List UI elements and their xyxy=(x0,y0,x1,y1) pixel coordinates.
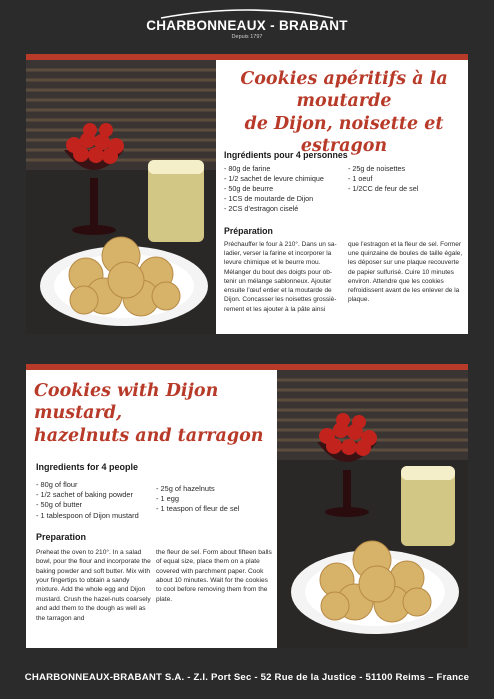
ingredient-item: - 50g de beurre xyxy=(224,183,274,193)
ingredients-heading-fr: Ingrédients pour 4 personnes xyxy=(224,150,348,160)
ingredient-item: - 1 oeuf xyxy=(348,173,373,183)
preparation-text-fr-col1: Préchauffer le four à 210°. Dans un sa-ladier, verser la farine et incorporer la levure chimique et le beurre mou. Mélanger du bout des doigts pour ob-tenir un mélange sablonneux. Ajouter ensuite l’œuf entier et la moutarde de Dijon. Concasser les noisettes grossiè-rement et les ajouter à la pâte ainsi xyxy=(224,241,337,313)
recipe-title-fr-line1: Cookies apéritifs à la moutarde xyxy=(240,69,448,112)
header xyxy=(0,0,494,50)
ingredients-list-en-col1 xyxy=(36,480,156,521)
recipe-title-en-line2: hazelnuts and tarragon xyxy=(34,425,264,446)
recipe-photo-fr xyxy=(26,60,216,334)
ingredient-item: - 1 teaspon of fleur de sel xyxy=(156,504,240,514)
cookies-photo-illustration xyxy=(26,60,216,334)
brand-since: Depuis 1797 xyxy=(231,34,263,40)
recipe-title-en xyxy=(34,380,272,447)
ingredient-item: - 1 egg xyxy=(156,494,180,504)
recipe-card-en xyxy=(26,364,468,648)
cookies-photo-illustration xyxy=(277,370,468,648)
ingredients-list-fr-col2 xyxy=(348,164,460,194)
ingredient-item: - 1/2 sachet de levure chimique xyxy=(224,173,324,183)
ingredient-item: - 80g de farine xyxy=(224,164,271,173)
ingredient-item: - 2CS d’estragon ciselé xyxy=(224,203,299,213)
company-address: CHARBONNEAUX-BRABANT S.A. - Z.I. Port Sec - 52 Rue de la Justice - 51100 Reims – France xyxy=(24,672,470,683)
recipe-title-fr-line2: de Dijon, noisette et estragon xyxy=(244,113,444,157)
ingredient-item: - 1CS de moutarde de Dijon xyxy=(224,193,314,203)
preparation-heading-en: Preparation xyxy=(36,532,87,542)
brand-name: CHARBONNEAUX - BRABANT xyxy=(146,18,348,33)
ingredients-heading-en: Ingredients for 4 people xyxy=(36,462,139,472)
ingredient-item: - 25g de noisettes xyxy=(348,164,406,173)
ingredient-item: - 25g of hazelnuts xyxy=(156,484,215,493)
preparation-text-fr-col2: que l’estragon et la fleur de sel. Former une quinzaine de boules de taille égale, les déposer sur une plaque recouverte de papier sulfurisé. Cuire 10 minutes environ. Attendre que les cookies refroidissent avant de les enlever de la plaque. xyxy=(348,241,463,304)
preparation-text-en-col1: Preheat the oven to 210°. In a salad bowl, pour the flour and incorporate the baking powder and soft butter. Mix with your fingertips to obtain a sandy mixture. Add the whole egg and Dijon mustard. Crush the hazel-nuts coarsely and add them to the dough as well as the tarragon and xyxy=(36,549,151,622)
ingredient-item: - 1/2 sachet of baking powder xyxy=(36,490,133,500)
ingredient-item: - 1 tablespoon of Dijon mustard xyxy=(36,510,139,520)
ingredients-list-en-col2 xyxy=(156,484,274,515)
ingredients-list-fr-col1 xyxy=(224,164,352,214)
preparation-text-en-col2: the fleur de sel. Form about fifteen balls of equal size, place them on a plate covered with parchment paper. Cook about 10 minutes. Wait for the cookies to cool before removing them from the plate. xyxy=(156,549,272,603)
recipe-photo-en xyxy=(277,370,468,648)
ingredient-item: - 1/2CC de feur de sel xyxy=(348,183,419,193)
preparation-heading-fr: Préparation xyxy=(224,226,273,236)
recipe-card-fr xyxy=(26,54,468,334)
ingredient-item: - 50g of butter xyxy=(36,500,83,510)
recipe-title-fr xyxy=(222,68,466,158)
ingredient-item: - 80g of flour xyxy=(36,480,78,489)
recipe-title-en-line1: Cookies with Dijon mustard, xyxy=(34,381,219,424)
